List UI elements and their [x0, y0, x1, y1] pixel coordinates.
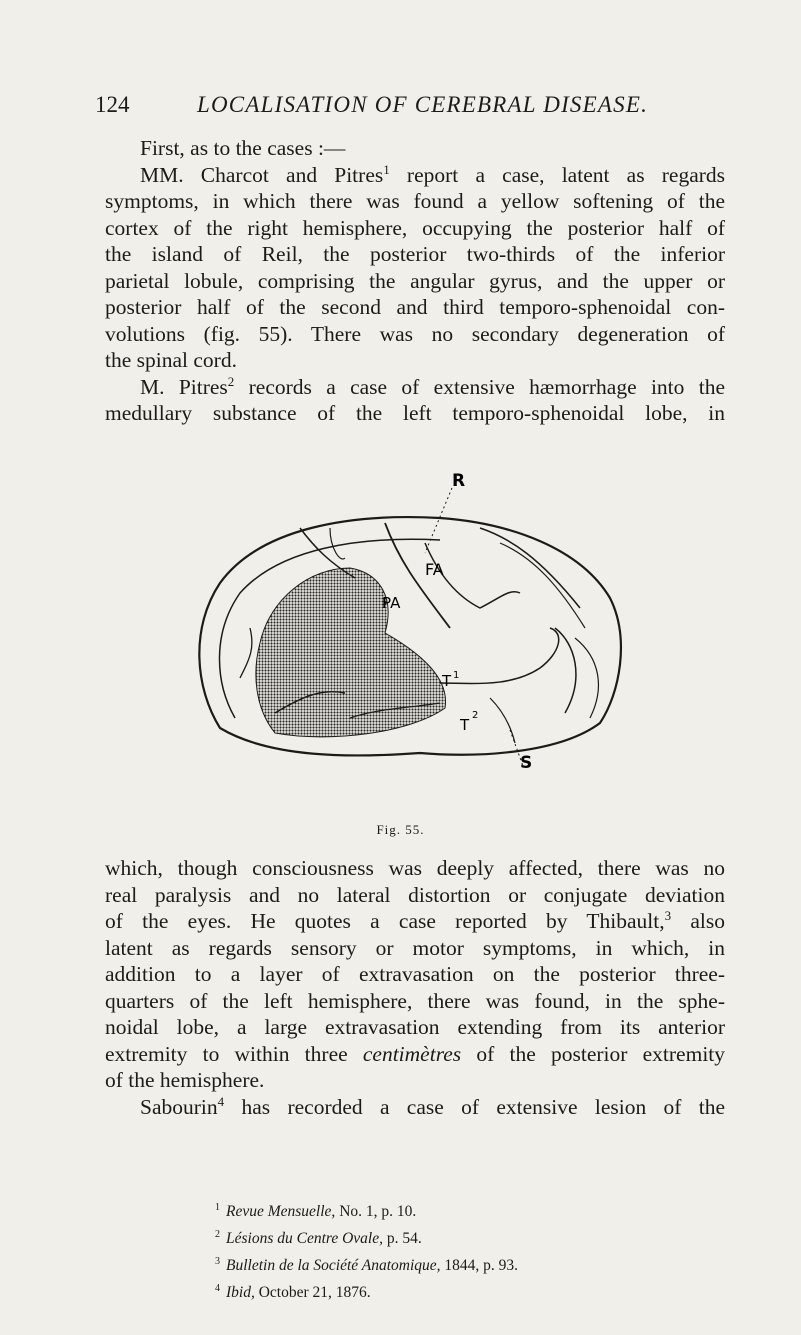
text-line: volutions (fig. 55). There was no secondary degeneration of	[105, 321, 725, 346]
label-t2-sup: 2	[472, 710, 479, 721]
text-line: Sabourin$^4$ has recorded a case of extensive lesion of the	[140, 1093, 726, 1119]
footnote: $^2$ Lésions du Centre Ovale, p. 54.	[215, 1229, 422, 1247]
text-line: MM. Charcot and Pitres$^1$ report a case, latent as regards	[140, 161, 726, 187]
text-line: cortex of the right hemisphere, occupying the posterior half of	[105, 215, 725, 240]
text-line: of the hemisphere.	[105, 1068, 265, 1092]
label-t1: T	[442, 672, 452, 690]
text-line: First, as to the cases :—	[140, 136, 346, 160]
text-line: posterior half of the second and third temporo-sphenoidal con-	[105, 295, 725, 319]
footnote: $^4$ Ibid, October 21, 1876.	[215, 1283, 371, 1301]
footnotes	[215, 1196, 775, 1304]
text-line: noidal lobe, a large extravasation extending from its anterior	[105, 1015, 725, 1039]
label-s: S	[520, 753, 533, 768]
brain-figure-55	[180, 468, 640, 768]
label-fa: FA	[425, 560, 444, 579]
text-line: the spinal cord.	[105, 348, 237, 372]
label-r: R	[452, 471, 466, 491]
text-line: parietal lobule, comprising the angular gyrus, and the upper or	[105, 268, 725, 293]
text-line: real paralysis and no lateral distortion or conjugate deviation	[105, 882, 725, 907]
figure-caption: Fig. 55.	[376, 822, 425, 837]
text-block-top	[105, 135, 726, 427]
footnote-ref: 2	[227, 373, 235, 389]
text-block-bottom	[105, 855, 726, 1120]
text-line: latent as regards sensory or motor symptoms, in which, in	[105, 935, 725, 960]
lesion-region	[256, 568, 446, 737]
page-number: 124	[95, 92, 130, 117]
text-line: which, though consciousness was deeply affected, there was no	[105, 856, 725, 880]
label-t2: T	[460, 716, 470, 734]
label-pa: PA	[382, 594, 401, 612]
running-title: LOCALISATION OF CEREBRAL DISEASE.	[197, 92, 649, 117]
text-line: quarters of the left hemisphere, there was found, in the sphe-	[105, 988, 725, 1013]
text-line: extremity to within three centimètres of the posterior extremity	[105, 1041, 726, 1066]
text-line: symptoms, in which there was found a yellow softening of the	[105, 189, 725, 213]
page-header	[95, 92, 725, 122]
text-line: the island of Reil, the posterior two-thirds of the inferior	[105, 242, 725, 266]
text-line: M. Pitres$^2$ records a case of extensive hæmorrhage into the	[140, 373, 726, 399]
footnote-ref: 1	[383, 161, 390, 177]
footnote-ref: 4	[217, 1093, 225, 1109]
footnote: $^3$ Bulletin de la Société Anatomique, 1844, p. 93.	[215, 1256, 519, 1274]
footnote: $^1$ Revue Mensuelle, No. 1, p. 10.	[215, 1202, 417, 1220]
text-line: of the eyes. He quotes a case reported by Thibault,$^3$ also	[105, 908, 725, 933]
text-line: medullary substance of the left temporo-sphenoidal lobe, in	[105, 401, 725, 425]
footnote-ref: 3	[664, 908, 672, 923]
label-t1-sup: 1	[453, 670, 460, 681]
text-line: addition to a layer of extravasation on the posterior three-	[105, 962, 725, 986]
